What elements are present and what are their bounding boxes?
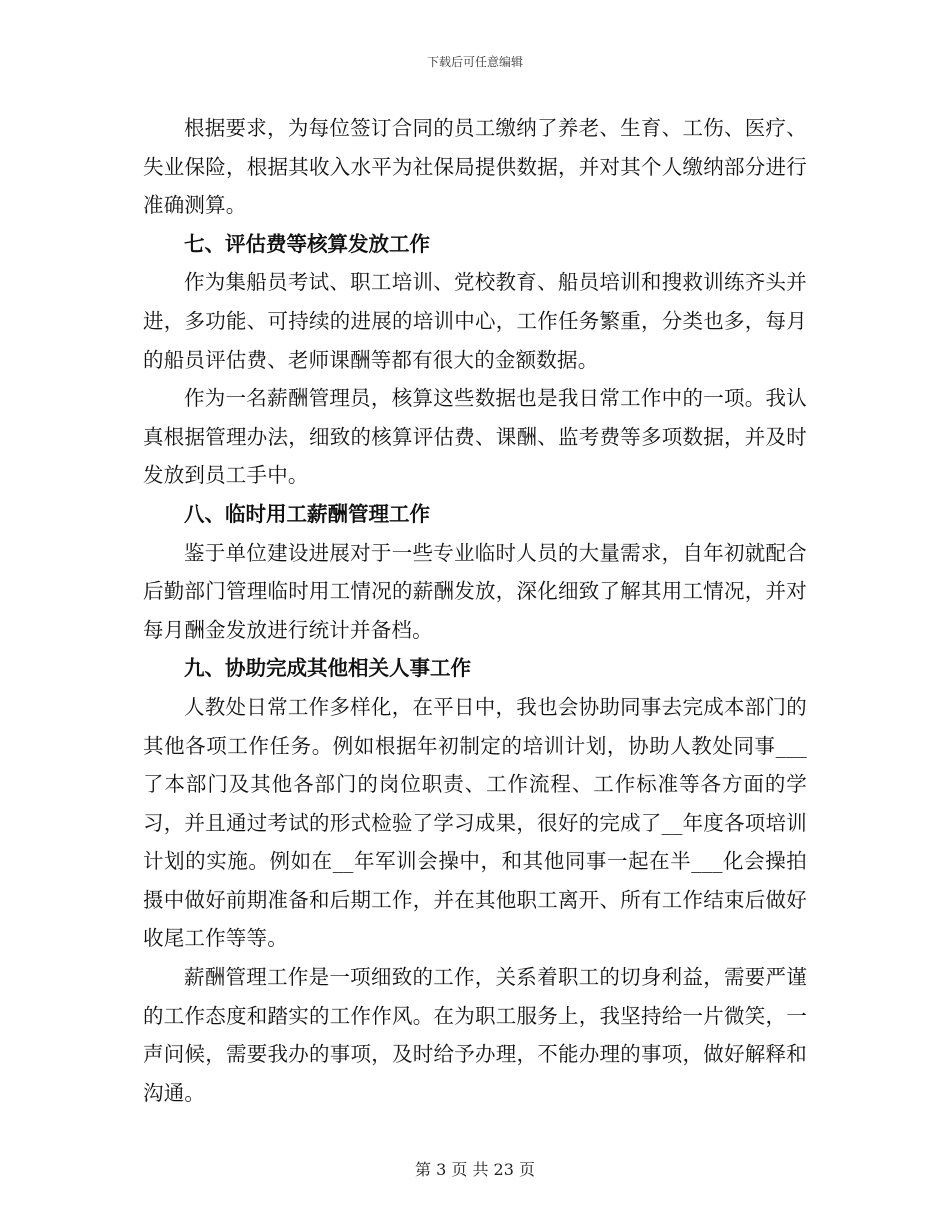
paragraph-other-work: 人教处日常工作多样化，在平日中，我也会协助同事去完成本部门的其他各项工作任务。例如根据年初制定的培训计划，协助人教处同事___了本部门及其他各部门的岗位职责、工作流程、工作标准等各方面的学习，并且通过考试的形式检验了学习成果，很好的完成了__年度各项培训计划的实施。例如在__年军训会操中，和其他同事一起在半___化会操拍摄中做好前期准备和后期工作，并在其他职工离开、所有工作结束后做好收尾工作等等。 (143, 694, 807, 951)
section-heading-9: 九、协助完成其他相关人事工作 (184, 656, 471, 681)
section-heading-8: 八、临时用工薪酬管理工作 (184, 501, 430, 526)
document-body (143, 109, 807, 1112)
page-header: 下载后可任意编辑 (426, 55, 523, 69)
section-heading-7: 七、评估费等核算发放工作 (184, 231, 430, 256)
paragraph-conclusion: 薪酬管理工作是一项细致的工作，关系着职工的切身利益，需要严谨的工作态度和踏实的工作作风。在为职工服务上，我坚持给一片微笑，一声问候，需要我办的事项，及时给予办理，不能办理的事项，做好解释和沟通。 (143, 965, 807, 1105)
paragraph-training-center: 作为集船员考试、职工培训、党校教育、船员培训和搜救训练齐头并进，多功能、可持续的进展的培训中心，工作任务繁重，分类也多，每月的船员评估费、老师课酬等都有很大的金额数据。 (143, 270, 807, 372)
paragraph-salary-admin: 作为一名薪酬管理员，核算这些数据也是我日常工作中的一项。我认真根据管理办法，细致的核算评估费、课酬、监考费等多项数据，并及时发放到员工手中。 (143, 386, 807, 488)
paragraph-temp-workers: 鉴于单位建设进展对于一些专业临时人员的大量需求，自年初就配合后勤部门管理临时用工情况的薪酬发放，深化细致了解其用工情况，并对每月酬金发放进行统计并备档。 (143, 540, 807, 642)
page-number: 第 3 页 共 23 页 (415, 1160, 535, 1179)
paragraph-social-insurance: 根据要求，为每位签订合同的员工缴纳了养老、生育、工伤、医疗、失业保险，根据其收入水平为社保局提供数据，并对其个人缴纳部分进行准确测算。 (143, 116, 807, 218)
